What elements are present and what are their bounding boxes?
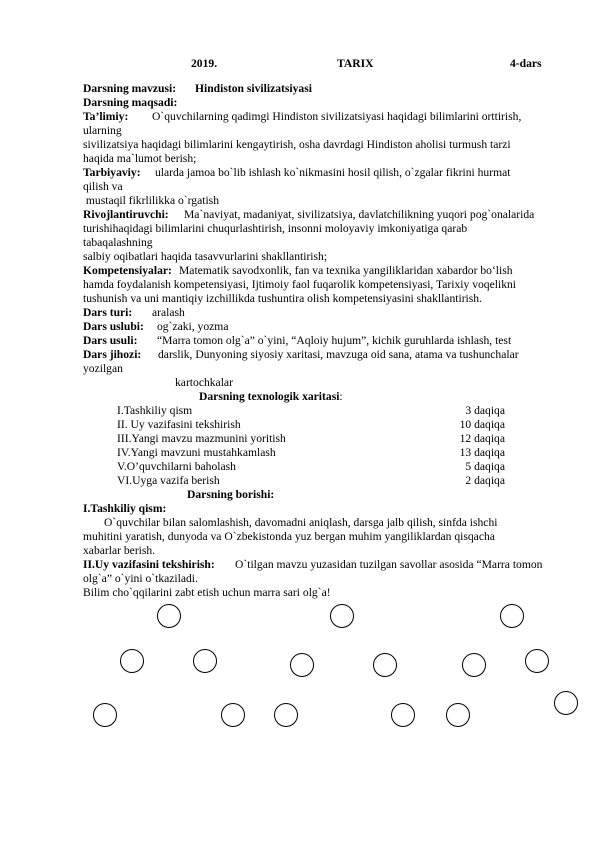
dars-jihozi-line: darslik, Dunyoning siyosiy xaritasi, mavzuga oid sana, atama va tushunchalar xyxy=(158,348,519,361)
section2-line: olg`a” o`yini o`tkaziladi. xyxy=(83,572,198,585)
talimiy-line: haqida ma`lumot berish; xyxy=(83,152,197,165)
tech-map-stage: II. Uy vazifasini tekshirish xyxy=(117,418,241,431)
game-circle xyxy=(290,653,314,677)
dars-jihozi-line: yozilgan xyxy=(83,362,123,375)
tech-map-title: Darsning texnologik xaritasi xyxy=(199,390,340,403)
course-title: Darsning borishi: xyxy=(187,488,275,501)
tech-map-stage: VI.Uyga vazifa berish xyxy=(117,474,220,487)
section1-line: O`quvchilar bilan salomlashish, davomadni aniqlash, darsga jalb qilish, sinfda ishchi xyxy=(104,516,498,529)
tarbiyaviy-line: mustaqil fikrlilikka o`rgatish xyxy=(83,194,219,207)
tech-map-time: 12 daqiqa xyxy=(459,432,505,445)
tech-map-stage: III.Yangi mavzu mazmunini yoritish xyxy=(117,432,286,445)
tech-map-time: 2 daqiqa xyxy=(465,474,505,487)
dars-uslubi-label: Dars uslubi: xyxy=(83,320,144,333)
kompetensiyalar-label: Kompetensiyalar: xyxy=(83,264,172,277)
dars-uslubi-value: og`zaki, yozma xyxy=(157,320,229,333)
game-circle xyxy=(330,604,354,628)
game-circle xyxy=(274,703,298,727)
kompetensiyalar-line: Matematik savodxonlik, fan va texnika yangiliklaridan xabardor bo‘lish xyxy=(179,264,513,277)
section2-line: O`tilgan mavzu yuzasidan tuzilgan savollar asosida “Marra tomon xyxy=(235,558,543,571)
section2-line: Bilim cho`qqilarini zabt etish uchun marra sari olg`a! xyxy=(83,586,331,599)
tech-map-stage: IV.Yangi mavzuni mustahkamlash xyxy=(117,446,276,459)
kompetensiyalar-line: tushunish va uni mantiqiy izchillikda tushuntira olish kompetensiyasini shakllantirish. xyxy=(83,292,482,305)
tarbiyaviy-label: Tarbiyaviy: xyxy=(83,166,141,179)
tarbiyaviy-line: ularda jamoa bo`lib ishlash ko`nikmasini hosil qilish, o`zgalar fikrini hurmat xyxy=(155,166,511,179)
rivojlantiruvchi-line: tabaqalashning xyxy=(83,236,153,249)
game-circle xyxy=(500,604,524,628)
tech-map-time: 13 daqiqa xyxy=(459,446,505,459)
rivojlantiruvchi-line: turishihaqidagi bilimlarini chuqurlashtirish, insonni moloyaviy imkoniyatiga qarab xyxy=(83,222,468,235)
talimiy-line: O`quvchilarning qadimgi Hindiston sivilizatsiyasi haqidagi bilimlarini orttirish, xyxy=(152,110,522,123)
tech-map-time: 10 daqiqa xyxy=(459,418,505,431)
game-circle xyxy=(157,604,181,628)
header-year: 2019. xyxy=(191,57,218,70)
dars-jihozi-label: Dars jihozi: xyxy=(83,348,142,361)
rivojlantiruvchi-label: Rivojlantiruvchi: xyxy=(83,208,169,221)
section1-line: muhitini yaratish, dunyoda va O`zbekistonda yuz bergan muhim yangiliklardan qisqacha xyxy=(83,530,495,543)
rivojlantiruvchi-line: Ma`naviyat, madaniyat, sivilizatsiya, davlatchilikning yuqori pog`onalarida xyxy=(184,208,535,221)
kompetensiyalar-line: hamda foydalanish kompetensiyasi, Ijtimoiy faol fuqarolik kompetensiyasi, Tarixiy voqelikni xyxy=(83,278,517,291)
dars-usuli-value: “Marra tomon olg`a” o`yini, “Aqloiy hujum”, kichik guruhlarda ishlash, test xyxy=(157,334,512,347)
game-circle xyxy=(525,649,549,673)
tarbiyaviy-line: qilish va xyxy=(83,180,123,193)
dars-turi-label: Dars turi: xyxy=(83,306,133,319)
tech-map-colon: : xyxy=(339,390,343,403)
game-circle xyxy=(446,703,470,727)
rivojlantiruvchi-line: salbiy oqibatlari haqida tasavvurlarini shakllantirish; xyxy=(83,250,328,263)
dars-jihozi-line: kartochkalar xyxy=(175,376,233,389)
tech-map-stage: I.Tashkiliy qism xyxy=(117,404,193,417)
tech-map-title-wrap xyxy=(199,390,343,403)
game-circle xyxy=(120,649,144,673)
game-circle xyxy=(193,649,217,673)
talimiy-label: Ta’limiy: xyxy=(83,110,129,123)
dars-usuli-label: Dars usuli: xyxy=(83,334,138,347)
topic-label: Darsning mavzusi: xyxy=(83,82,177,95)
game-circle xyxy=(391,703,415,727)
section1-line: xabarlar berish. xyxy=(83,544,156,557)
game-circle xyxy=(462,653,486,677)
game-circle xyxy=(554,691,578,715)
section2-heading: II.Uy vazifasini tekshirish: xyxy=(83,558,215,571)
talimiy-line: sivilizatsiya haqidagi bilimlarini kengaytirish, osha davrdagi Hindiston aholisi turmush tarzi xyxy=(83,138,511,151)
dars-turi-value: aralash xyxy=(152,306,185,319)
tech-map-time: 3 daqiqa xyxy=(465,404,505,417)
game-circle xyxy=(93,703,117,727)
tech-map-stage: V.O’quvchilarni baholash xyxy=(117,460,236,473)
header-lesson-number: 4-dars xyxy=(510,57,542,70)
topic-value: Hindiston sivilizatsiyasi xyxy=(195,82,312,95)
talimiy-line: ularning xyxy=(83,124,122,137)
aims-label: Darsning maqsadi: xyxy=(83,96,178,109)
game-circle xyxy=(373,653,397,677)
header-subject: TARIX xyxy=(337,57,374,70)
tech-map-time: 5 daqiqa xyxy=(465,460,505,473)
game-circle xyxy=(221,703,245,727)
section1-heading: I.Tashkiliy qism: xyxy=(83,502,167,515)
